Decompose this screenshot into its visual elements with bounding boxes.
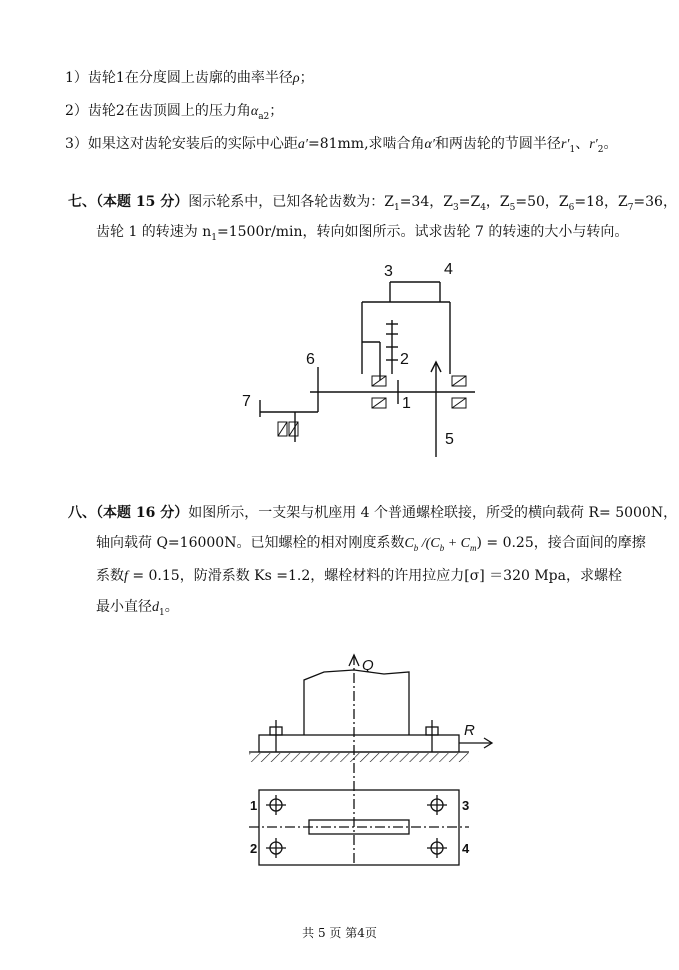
alpha-symbol: α bbox=[250, 104, 259, 119]
item-3-sep: 、 bbox=[575, 136, 590, 152]
bolt-label-4: 4 bbox=[462, 841, 470, 856]
rho-symbol: ρ bbox=[292, 71, 300, 86]
gear-label-5: 5 bbox=[445, 431, 454, 448]
item-2 bbox=[65, 101, 283, 127]
item-3 bbox=[65, 134, 617, 160]
r1-prime: r′ bbox=[560, 137, 570, 152]
z6-sub: 6 bbox=[568, 202, 575, 213]
z5-val: =50，Z bbox=[515, 194, 569, 210]
z3-sub: 3 bbox=[452, 202, 459, 213]
q8-text-2a: 轴向载荷 Q=16000N。已知螺栓的相对刚度系数 bbox=[96, 535, 405, 551]
gear-label-4: 4 bbox=[444, 261, 453, 278]
cb-sub: b bbox=[413, 542, 419, 553]
formula-end: ) = 0.25 bbox=[476, 535, 534, 551]
z7-val: =36， bbox=[633, 194, 677, 210]
item-2-text: 2）齿轮2在齿顶圆上的压力角 bbox=[65, 103, 251, 119]
gear-label-3: 3 bbox=[384, 263, 393, 280]
q8-line-4 bbox=[96, 597, 179, 623]
q8-text-3b: = 0.15，防滑系数 Ks =1.2，螺栓材料的许用拉应力[σ] ＝320 Mpa，求螺栓 bbox=[127, 568, 622, 584]
cb-sub-2: b bbox=[439, 542, 445, 553]
z5-sub: 5 bbox=[509, 202, 516, 213]
item-3-mid: =81mm,求啮合角 bbox=[307, 136, 425, 152]
q8-text-4-end: 。 bbox=[164, 599, 179, 615]
q7-line-1 bbox=[68, 192, 677, 218]
q7-line-2 bbox=[96, 222, 628, 248]
z4-sub: 4 bbox=[480, 202, 486, 213]
gear-label-1: 1 bbox=[402, 395, 411, 412]
z5-pre: ，Z bbox=[485, 194, 510, 210]
q8-line-1 bbox=[68, 503, 677, 523]
cm-sub: m bbox=[469, 542, 477, 553]
item-2-suffix: ； bbox=[269, 103, 284, 119]
q7-text-1: 图示轮系中，已知各轮齿数为：Z bbox=[188, 194, 394, 210]
item-1-text: 1）齿轮1在分度圆上齿廓的曲率半径 bbox=[65, 70, 293, 86]
f-symbol: f bbox=[124, 569, 128, 584]
page-footer: 共 5 页 第4页 bbox=[302, 926, 377, 940]
q7-heading: 七、（本题 15 分） bbox=[68, 194, 189, 210]
load-R-label: R bbox=[464, 722, 475, 739]
z1-val: =34，Z bbox=[399, 194, 453, 210]
load-Q-label: Q bbox=[362, 657, 374, 674]
z6-val: =18，Z bbox=[574, 194, 628, 210]
r2-prime: r′ bbox=[589, 137, 598, 152]
q8-line-3 bbox=[96, 566, 622, 587]
q8-text-2b: ，接合面间的摩擦 bbox=[533, 535, 646, 551]
bolt-joint-figure bbox=[244, 650, 494, 875]
alpha-subscript: a2 bbox=[258, 111, 270, 122]
bolt-label-2: 2 bbox=[250, 841, 258, 856]
z3-mid: =Z bbox=[458, 194, 481, 210]
gear-train-diagram bbox=[240, 252, 480, 462]
bolt-label-3: 3 bbox=[462, 798, 470, 813]
gear-label-7: 7 bbox=[242, 393, 251, 410]
q7-text-2b: =1500r/min，转向如图所示。试求齿轮 7 的转速的大小与转向。 bbox=[217, 224, 629, 240]
cb-symbol: C bbox=[404, 536, 414, 551]
q8-text-1: 如图所示，一支架与机座用 4 个普通螺栓联接，所受的横向载荷 R= 5000N， bbox=[188, 505, 678, 521]
q8-text-3a: 系数 bbox=[96, 568, 124, 584]
item-1-suffix: ； bbox=[299, 70, 314, 86]
alpha-prime: α′ bbox=[424, 137, 435, 152]
gear-train-figure bbox=[240, 252, 480, 462]
q8-text-4a: 最小直径 bbox=[96, 599, 152, 615]
d-symbol: d bbox=[152, 600, 159, 615]
q8-line-2 bbox=[96, 533, 646, 558]
d-sub: 1 bbox=[159, 607, 165, 618]
formula-mid: /(C bbox=[418, 536, 440, 551]
q8-heading: 八、（本题 16 分） bbox=[68, 505, 189, 521]
item-3-text: 3）如果这对齿轮安装后的实际中心距 bbox=[65, 136, 298, 152]
gear-label-6: 6 bbox=[306, 351, 315, 368]
z7-sub: 7 bbox=[627, 202, 634, 213]
item-3-mid2: 和两齿轮的节圆半径 bbox=[434, 136, 561, 152]
gear-label-2: 2 bbox=[400, 351, 409, 368]
item-1 bbox=[65, 68, 314, 89]
q7-text-2a: 齿轮 1 的转速为 n bbox=[96, 224, 212, 240]
bolt-joint-diagram bbox=[244, 650, 494, 875]
z1-sub: 1 bbox=[393, 202, 400, 213]
a-prime: a′ bbox=[297, 137, 308, 152]
formula-mid2: + C bbox=[444, 536, 470, 551]
n1-sub: 1 bbox=[211, 232, 218, 243]
item-3-end: 。 bbox=[603, 136, 618, 152]
r2-subscript: 2 bbox=[597, 144, 604, 155]
r1-subscript: 1 bbox=[569, 144, 576, 155]
bolt-label-1: 1 bbox=[250, 798, 258, 813]
